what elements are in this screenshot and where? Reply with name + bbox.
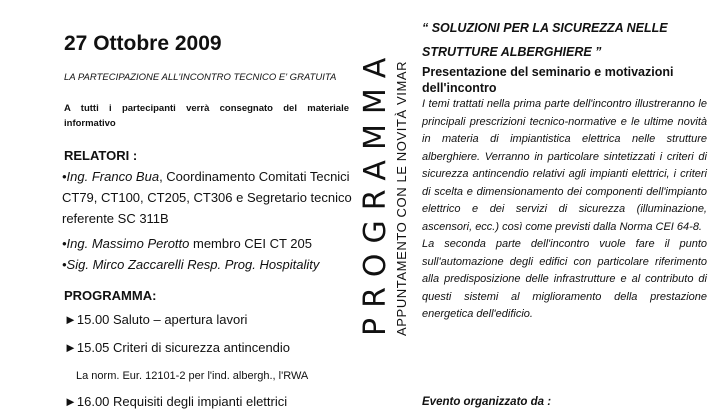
vertical-title: PROGRAMMA — [358, 47, 393, 336]
speaker-role: membro CEI CT 205 — [189, 236, 312, 251]
speaker-item — [62, 254, 352, 275]
program-subitem: La norm. Eur. 12101-2 per l'ind. albergh., l'RWA — [76, 370, 309, 382]
seminar-title: “ SOLUZIONI PER LA SICUREZZA NELLE STRUTTURE ALBERGHIERE ” — [422, 21, 668, 59]
free-participation-note: LA PARTECIPAZIONE ALL'INCONTRO TECNICO E' GRATUITA — [64, 72, 337, 83]
program-heading: PROGRAMMA: — [64, 288, 157, 303]
vertical-banner — [360, 10, 412, 420]
speakers-heading: RELATORI : — [64, 148, 138, 163]
description-paragraph: La seconda parte dell'incontro vuole fare il punto sull'automazione degli edifici con particolare riferimento alla predisposizione delle infrastrutture e al contributo di questi sistemi al miglioramento della prestazione energetica dell'edificio. — [422, 238, 707, 320]
speaker-name: •Sig. Mirco Zaccarelli Resp. Prog. Hospitality — [62, 257, 320, 272]
program-item: ►15.05 Criteri di sicurezza antincendio — [64, 340, 291, 355]
speaker-name: •Ing. Massimo Perotto — [62, 236, 190, 251]
program-item: ►16.00 Requisiti degli impianti elettrici — [64, 394, 288, 409]
speaker-name: •Ing. Franco Bua — [62, 169, 160, 184]
description-paragraph: I temi trattati nella prima parte dell'incontro illustreranno le principali prescrizioni tecnico-normative e le ultime novità in materia di impiantistica elettrica nelle strutture alberghiere. Verranno in particolare sintetizzati i criteri di sicurezza antincendio relativi agli impianti elettrici, i criteri di scelta e dimensionamento dei componenti dell'impianto elettrico e dei servizi di sicurezza (illuminazione, ascensori, ecc.) così come previsti dalla Norma CEI 64-8. — [422, 98, 707, 233]
seminar-subtitle: Presentazione del seminario e motivazioni dell'incontro — [422, 65, 674, 95]
program-item: ►15.00 Saluto – apertura lavori — [64, 312, 248, 327]
organizer-label: Evento organizzato da : — [422, 396, 552, 408]
seminar-description — [422, 96, 707, 324]
speaker-item — [62, 166, 352, 229]
speaker-item — [62, 233, 352, 254]
speaker-role: , Coordinamento Comitati Tecnici CT79, CT100, CT205, CT306 e Segretario tecnico referente SC 311B — [62, 169, 352, 226]
vertical-subtitle: APPUNTAMENTO CON LE NOVITÀ VIMAR — [394, 60, 409, 336]
material-note: A tutti i partecipanti verrà consegnato del materiale informativo — [64, 103, 349, 129]
event-date: 27 Ottobre 2009 — [64, 32, 222, 55]
